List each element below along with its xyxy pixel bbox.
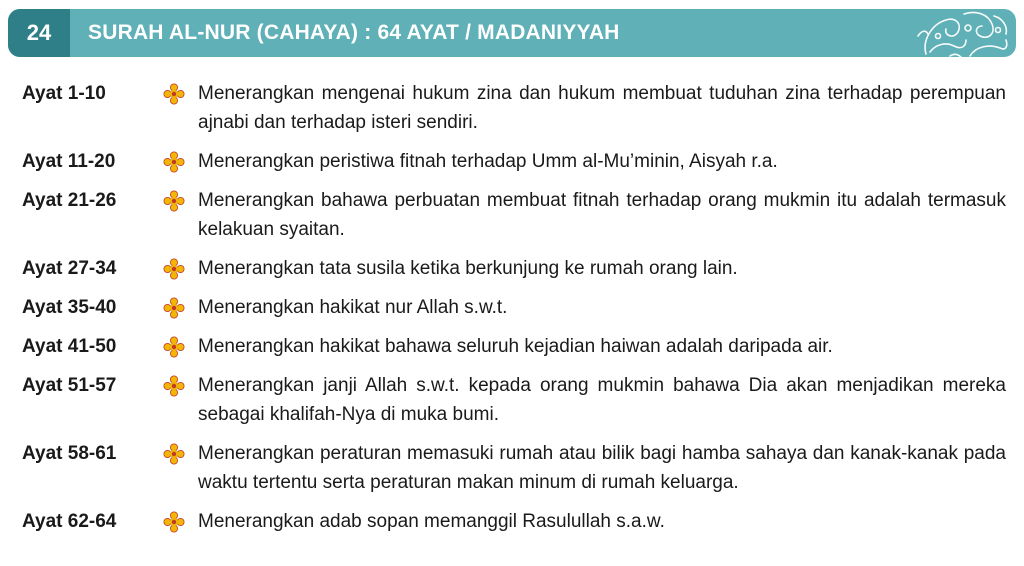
floral-ornament-icon	[916, 9, 1012, 57]
ayat-description: Menerangkan hakikat bahawa seluruh kejadian haiwan adalah daripada air.	[198, 336, 833, 357]
surah-title: SURAH AL-NUR (CAHAYA) : 64 AYAT / MADANIYYAH	[88, 21, 620, 44]
ayat-range-label: Ayat 35-40	[22, 297, 117, 318]
ayat-range-label: Ayat 1-10	[22, 83, 106, 104]
flower-bullet-icon	[162, 371, 186, 400]
flower-bullet-icon	[162, 79, 186, 108]
list-item	[22, 371, 1012, 429]
flower-bullet-icon	[162, 147, 186, 176]
ayat-description: Menerangkan adab sopan memanggil Rasulullah s.a.w.	[198, 511, 665, 532]
surah-header	[8, 9, 1016, 57]
ayat-description: Menerangkan janji Allah s.w.t. kepada orang mukmin bahawa Dia akan menjadikan mereka sebagai khalifah-Nya di muka bumi.	[198, 375, 1006, 425]
surah-number: 24	[8, 9, 70, 57]
list-item	[22, 147, 1012, 176]
ayat-description: Menerangkan bahawa perbuatan membuat fitnah terhadap orang mukmin itu adalah termasuk kelakuan syaitan.	[198, 190, 1006, 240]
ayat-range-label: Ayat 41-50	[22, 336, 117, 357]
ayat-range-label: Ayat 11-20	[22, 151, 116, 172]
flower-bullet-icon	[162, 186, 186, 215]
ayat-description: Menerangkan hakikat nur Allah s.w.t.	[198, 297, 508, 318]
list-item	[22, 254, 1012, 283]
ayat-description: Menerangkan mengenai hukum zina dan hukum membuat tuduhan zina terhadap perempuan ajnabi dan terhadap isteri sendiri.	[198, 83, 1006, 133]
list-item	[22, 507, 1012, 536]
ayat-range-label: Ayat 62-64	[22, 511, 117, 532]
flower-bullet-icon	[162, 293, 186, 322]
flower-bullet-icon	[162, 332, 186, 361]
list-item	[22, 332, 1012, 361]
ayat-range-label: Ayat 27-34	[22, 258, 117, 279]
list-item	[22, 79, 1012, 137]
flower-bullet-icon	[162, 507, 186, 536]
list-item	[22, 293, 1012, 322]
ayat-range-label: Ayat 51-57	[22, 375, 117, 396]
ayat-range-label: Ayat 58-61	[22, 443, 117, 464]
ayat-description: Menerangkan tata susila ketika berkunjung ke rumah orang lain.	[198, 258, 738, 279]
list-item	[22, 439, 1012, 497]
ayat-description: Menerangkan peristiwa fitnah terhadap Umm al-Mu’minin, Aisyah r.a.	[198, 151, 778, 172]
ayat-description: Menerangkan peraturan memasuki rumah atau bilik bagi hamba sahaya dan kanak-kanak pada waktu tertentu serta peraturan makan minum di rumah keluarga.	[198, 443, 1006, 493]
flower-bullet-icon	[162, 254, 186, 283]
ayat-list	[22, 79, 1012, 546]
ayat-range-label: Ayat 21-26	[22, 190, 117, 211]
flower-bullet-icon	[162, 439, 186, 468]
list-item	[22, 186, 1012, 244]
